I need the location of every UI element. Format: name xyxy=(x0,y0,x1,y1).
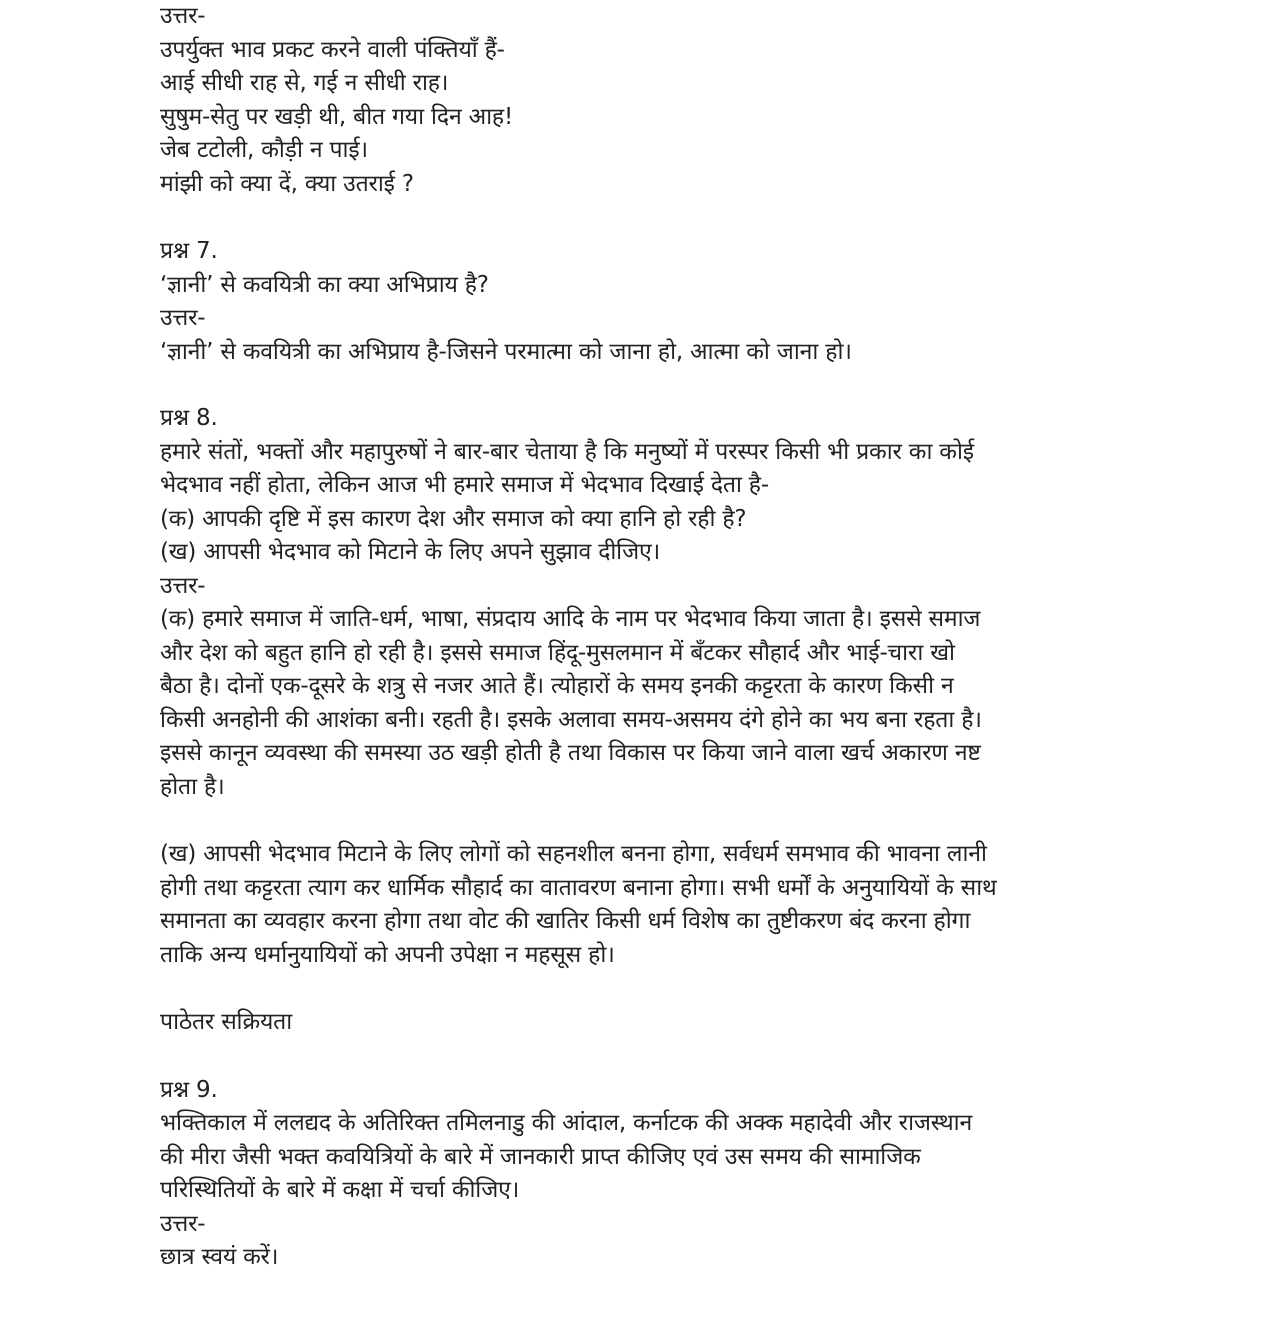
poem-line: आई सीधी राह से, गई न सीधी राह। xyxy=(160,70,449,96)
question-text: ‘ज्ञानी’ से कवयित्री का क्या अभिप्राय है? xyxy=(160,271,489,298)
answer-text: (क) हमारे समाज में जाति-धर्म, भाषा, संप्रदाय आदि के नाम पर भेदभाव किया जाता है। इससे समाज xyxy=(160,606,981,632)
answer-label: उत्तर- xyxy=(160,572,206,599)
document-page xyxy=(160,0,1160,1275)
question-subpart: (क) आपकी दृष्टि में इस कारण देश और समाज को क्या हानि हो रही है? xyxy=(160,505,747,532)
answer-text: ताकि अन्य धर्मानुयायियों को अपनी उपेक्षा न महसूस हो। xyxy=(160,941,615,968)
poem-line: मांझी को क्या दें, क्या उतराई ? xyxy=(160,170,414,197)
question-subpart: (ख) आपसी भेदभाव को मिटाने के लिए अपने सुझाव दीजिए। xyxy=(160,539,661,565)
answer-label: उत्तर- xyxy=(160,1210,206,1237)
question-block-q8 xyxy=(160,402,1160,804)
answer-block-q8-kha xyxy=(160,838,1160,972)
question-text: भक्तिकाल में ललद्यद के अतिरिक्त तमिलनाडु की आंदाल, कर्नाटक की अक्क महादेवी और राजस्थान xyxy=(160,1110,973,1136)
question-text: हमारे संतों, भक्तों और महापुरुषों ने बार-बार चेताया है कि मनुष्यों में परस्पर किसी भी प्रकार का कोई xyxy=(160,438,974,465)
answer-text: होता है। xyxy=(160,773,225,800)
section-heading-block xyxy=(160,1006,1160,1040)
answer-text: होगी तथा कट्टरता त्याग कर धार्मिक सौहार्द का वातावरण बनाना होगा। सभी धर्मों के अनुयायियों के साथ xyxy=(160,874,997,901)
answer-text: (ख) आपसी भेदभाव मिटाने के लिए लोगों को सहनशील बनना होगा, सर्वधर्म समभाव की भावना लानी xyxy=(160,841,987,867)
answer-block-q6 xyxy=(160,0,1160,201)
poem-line: जेब टटोली, कौड़ी न पाई। xyxy=(160,137,368,163)
answer-text: छात्र स्वयं करें। xyxy=(160,1244,279,1270)
section-heading: पाठेतर सक्रियता xyxy=(160,1009,292,1035)
answer-text: बैठा है। दोनों एक-दूसरे के शत्रु से नजर आते हैं। त्योहारों के समय इनकी कट्टरता के कारण किसी न xyxy=(160,673,954,699)
answer-label: उत्तर- xyxy=(160,305,206,331)
question-block-q7 xyxy=(160,235,1160,369)
question-heading: प्रश्न 8. xyxy=(160,405,218,431)
answer-text: किसी अनहोनी की आशंका बनी। रहती है। इसके अलावा समय-असमय दंगे होने का भय बना रहता है। xyxy=(160,706,982,733)
question-heading: प्रश्न 7. xyxy=(160,238,218,264)
answer-line: उपर्युक्त भाव प्रकट करने वाली पंक्तियाँ हैं- xyxy=(160,36,505,63)
question-heading: प्रश्न 9. xyxy=(160,1076,218,1103)
answer-label: उत्तर- xyxy=(160,3,206,29)
question-text: परिस्थितियों के बारे में कक्षा में चर्चा कीजिए। xyxy=(160,1177,520,1203)
answer-text: ‘ज्ञानी’ से कवयित्री का अभिप्राय है-जिसने परमात्मा को जाना हो, आत्मा को जाना हो। xyxy=(160,338,852,365)
question-text: की मीरा जैसी भक्त कवयित्रियों के बारे में जानकारी प्राप्त कीजिए एवं उस समय की सामाजिक xyxy=(160,1143,921,1170)
question-block-q9 xyxy=(160,1074,1160,1275)
answer-text: और देश को बहुत हानि हो रही है। इससे समाज हिंदू-मुसलमान में बँटकर सौहार्द और भाई-चारा खो xyxy=(160,639,955,666)
answer-text: समानता का व्यवहार करना होगा तथा वोट की खातिर किसी धर्म विशेष का तुष्टीकरण बंद करना होगा xyxy=(160,908,971,934)
answer-text: इससे कानून व्यवस्था की समस्या उठ खड़ी होती है तथा विकास पर किया जाने वाला खर्च अकारण नष्ट xyxy=(160,740,981,766)
poem-line: सुषुम-सेतु पर खड़ी थी, बीत गया दिन आह! xyxy=(160,103,513,130)
question-text: भेदभाव नहीं होता, लेकिन आज भी हमारे समाज में भेदभाव दिखाई देता है- xyxy=(160,472,769,498)
